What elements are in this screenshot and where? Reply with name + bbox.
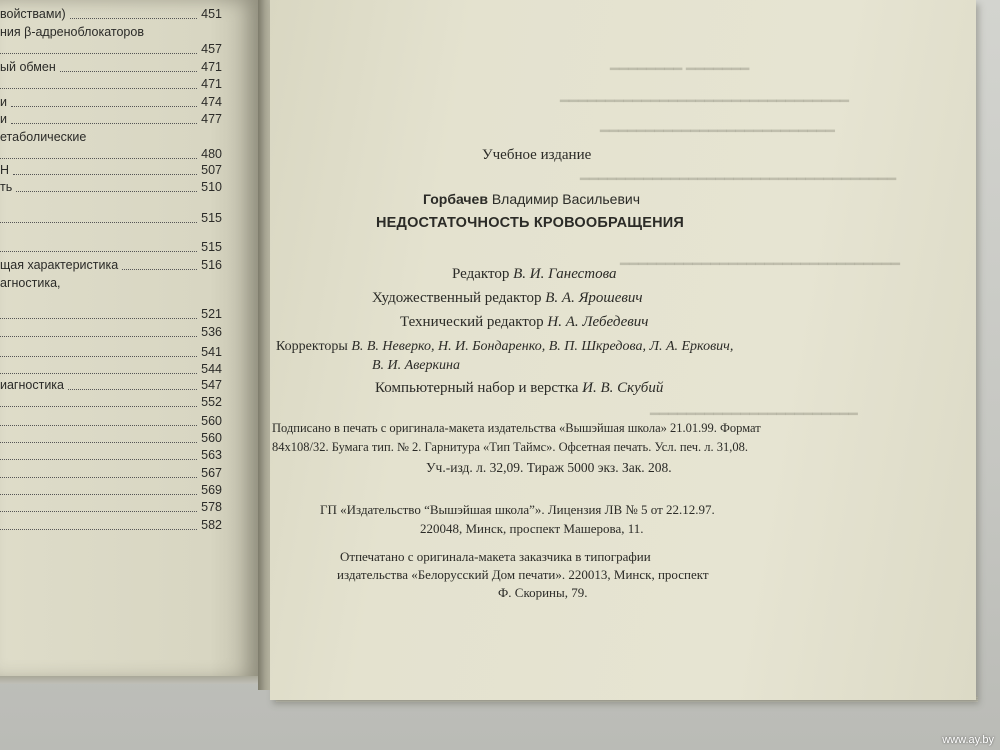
print-specs-line: 84x108/32. Бумага тип. № 2. Гарнитура «Тип Таймс». Офсетная печать. Усл. печ. л. 31,08. [272,440,749,454]
toc-entry-text: ния β-адреноблокаторов [0,25,144,39]
toc-entry [0,7,222,25]
credit-role: Компьютерный набор и верстка [375,380,579,396]
publisher-address: 220048, Минск, проспект Машерова, 11. [420,521,644,536]
toc-page-number: 582 [201,518,222,532]
toc-entry [0,414,222,432]
toc-leader-dots [60,71,197,72]
toc-page-number: 560 [201,414,222,428]
left-page-edge [0,676,275,684]
toc-entry-text: войствами) [0,7,66,21]
toc-entry [0,95,222,113]
credit-editor [452,266,617,283]
toc-entry [0,180,222,198]
toc-entry [0,325,222,343]
toc-page-number: 536 [201,325,222,339]
toc-page-number: 563 [201,448,222,462]
toc-leader-dots [68,389,197,390]
toc-page-number: 507 [201,163,222,177]
print-specs-line: Уч.-изд. л. 32,09. Тираж 5000 экз. Зак. 208. [426,460,672,475]
credit-name: В. А. Ярошевич [545,290,643,306]
toc-entry-text: Н [0,163,10,177]
show-through-text: ━━━━━━━━━━━━━━━━━━━━━━━━━━━━━━━ [620,257,900,273]
toc-leader-dots [11,106,197,107]
credit-name: Н. А. Лебедевич [547,314,649,330]
credit-art-editor [372,290,643,307]
toc-leader-dots [0,251,197,252]
toc-page-number: 560 [201,431,222,445]
toc-leader-dots [0,406,197,407]
toc-entry [0,448,222,466]
credit-name: В. И. Аверкина [372,358,460,373]
toc-leader-dots [0,88,197,89]
toc-entry-text: ый обмен [0,60,56,74]
toc-page-number: 471 [201,77,222,91]
print-specs-line: Подписано в печать с оригинала-макета издательства «Вышэйшая школа» 21.01.99. Формат [272,421,761,435]
book-title: НЕДОСТАТОЧНОСТЬ КРОВООБРАЩЕНИЯ [376,215,685,231]
toc-leader-dots [0,318,197,319]
credit-proofreaders-cont [372,358,460,374]
toc-entry [0,518,222,536]
toc-entry-text: ть [0,180,13,194]
toc-entry [0,130,222,148]
toc-page-number: 544 [201,362,222,376]
toc-entry [0,395,222,413]
printer-line: издательства «Белорусский Дом печати». 220013, Минск, проспект [337,567,709,582]
toc-page-number: 578 [201,500,222,514]
toc-page-number: 510 [201,180,222,194]
toc-page-number: 569 [201,483,222,497]
toc-page-number: 547 [201,378,222,392]
toc-page-number: 477 [201,112,222,126]
credit-role: Корректоры [276,339,348,354]
toc-entry [0,77,222,95]
toc-page-number: 552 [201,395,222,409]
toc-entry [0,42,222,60]
printer-address: Ф. Скорины, 79. [498,585,588,600]
toc-leader-dots [11,123,197,124]
toc-entry-text: етаболические [0,130,87,144]
toc-leader-dots [0,529,197,530]
toc-page-number: 515 [201,240,222,254]
toc-entry [0,431,222,449]
toc-page-number: 521 [201,307,222,321]
toc-page-number: 474 [201,95,222,109]
edition-type: Учебное издание [482,147,592,163]
toc-entry [0,483,222,501]
toc-entry [0,163,222,181]
toc-page-number: 515 [201,211,222,225]
show-through-text: ━━━━━━━━━━━━━━━━━━━━━━━━━━━━━━━━ [560,94,849,110]
toc-leader-dots [0,222,197,223]
toc-leader-dots [0,373,197,374]
toc-entry [0,258,222,276]
credit-role: Художественный редактор [372,290,542,306]
toc-page-number: 541 [201,345,222,359]
toc-entry-text: и [0,112,7,126]
toc-page-number: 457 [201,42,222,56]
toc-leader-dots [0,425,197,426]
toc-entry [0,500,222,518]
toc-leader-dots [0,511,197,512]
toc-entry [0,211,222,229]
credit-proofreaders [276,339,733,355]
left-page [0,0,262,680]
show-through-text: ━━━━━━━━━━━━━━━━━━━━━━━━━━━━━━━━━━━ [580,172,897,188]
watermark: www.ay.by [942,734,994,746]
toc-page-number: 451 [201,7,222,21]
show-through-text: ━━━━━━━━━━━━━━━━━━━━━━━━━━ [600,124,835,140]
toc-entry [0,240,222,258]
toc-entry [0,378,222,396]
author-surname: Горбачев [423,191,488,207]
author-given-name: Владимир Васильевич [491,191,640,207]
toc-page-number: 516 [201,258,222,272]
toc-entry [0,60,222,78]
toc-leader-dots [0,459,197,460]
show-through-text: ━━━━━━━━━━━━━━━━━━━━━━━ [650,407,858,423]
toc-leader-dots [0,442,197,443]
credit-role: Редактор [452,266,510,282]
toc-entry [0,466,222,484]
credit-role: Технический редактор [400,314,544,330]
author-name [423,191,640,207]
credit-typesetting [375,380,663,397]
toc-leader-dots [0,356,197,357]
toc-leader-dots [0,336,197,337]
toc-leader-dots [0,53,197,54]
toc-leader-dots [13,174,197,175]
toc-entry [0,25,222,43]
toc-entry [0,276,222,294]
toc-page-number: 471 [201,60,222,74]
toc-entry [0,112,222,130]
publisher-line: ГП «Издательство “Вышэйшая школа”». Лицензия ЛВ № 5 от 22.12.97. [320,502,715,517]
toc-entry-text: агностика, [0,276,61,290]
toc-entry-text: щая характеристика [0,258,119,272]
toc-page-number: 480 [201,147,222,161]
toc-entry [0,307,222,325]
credit-tech-editor [400,314,648,331]
toc-leader-dots [70,18,197,19]
toc-leader-dots [0,477,197,478]
toc-leader-dots [122,269,197,270]
show-through-text: ━━━━━━━ ━━━━━━━━ [610,62,750,78]
printer-line: Отпечатано с оригинала-макета заказчика в типографии [340,549,651,564]
credit-name: И. В. Скубий [582,380,664,396]
credit-name: В. И. Ганестова [513,266,617,282]
toc-leader-dots [0,158,197,159]
toc-leader-dots [0,494,197,495]
toc-entry-text: и [0,95,7,109]
toc-entry-text: иагностика [0,378,65,392]
toc-entry [0,345,222,363]
credit-name: В. В. Неверко, Н. И. Бондаренко, В. П. Шкредова, Л. А. Еркович, [351,339,734,354]
toc-page-number: 567 [201,466,222,480]
toc-leader-dots [16,191,197,192]
